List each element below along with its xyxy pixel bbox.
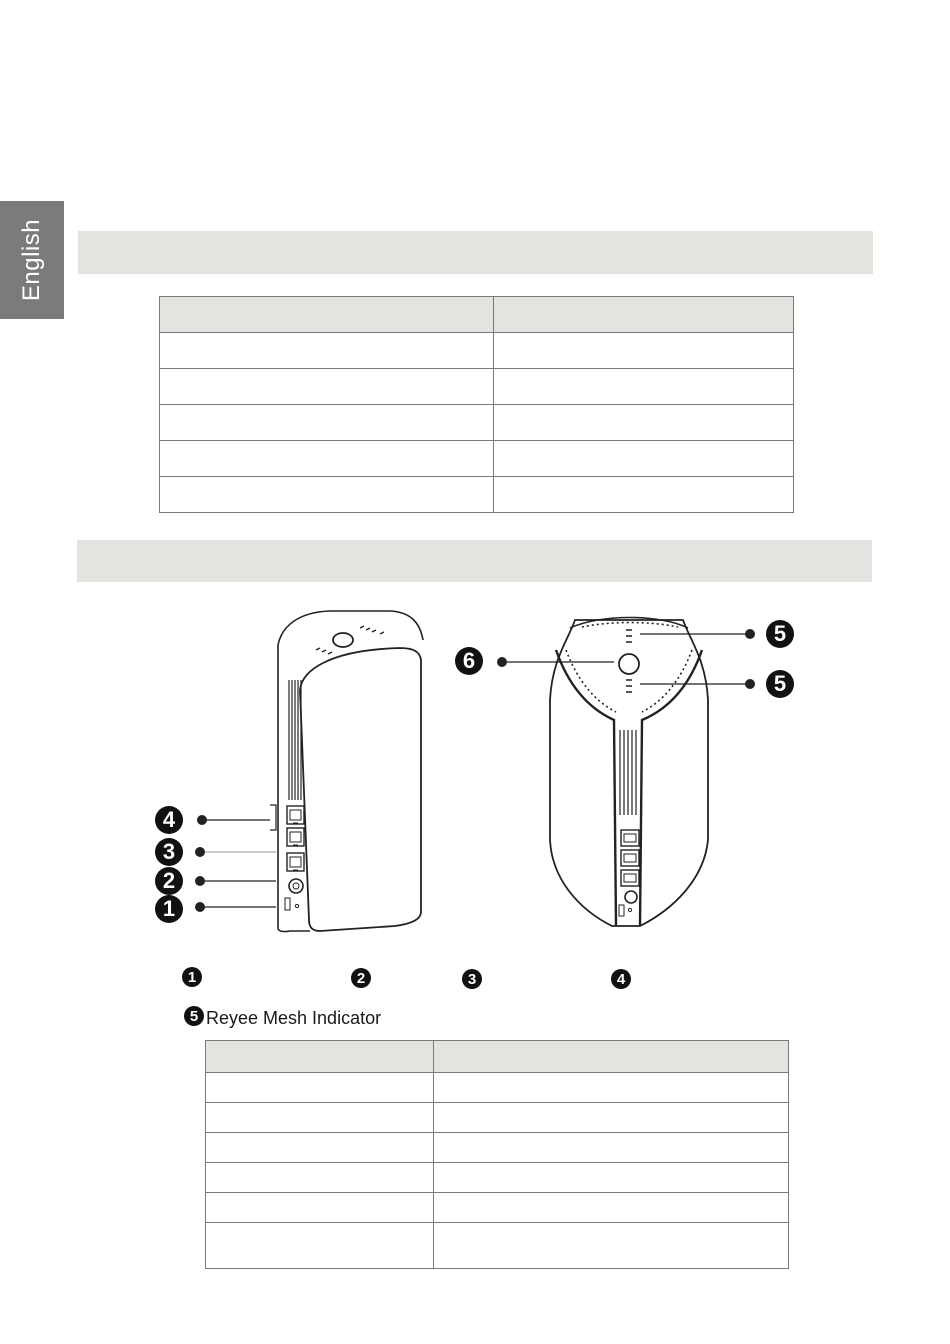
table-cell: [434, 1103, 789, 1133]
table-cell: [434, 1193, 789, 1223]
table-row: [206, 1163, 789, 1193]
table-cell: [160, 333, 494, 369]
table-cell: [206, 1073, 434, 1103]
table-cell: [206, 1193, 434, 1223]
table-cell: [206, 1133, 434, 1163]
table-cell: [160, 441, 494, 477]
table-row: [206, 1133, 789, 1163]
callout-badge-1: 1: [155, 895, 183, 923]
table-row: [160, 333, 794, 369]
table-row: [160, 405, 794, 441]
legend-number-5: 5: [184, 1006, 204, 1026]
callout-badge-3: 3: [155, 838, 183, 866]
table-cell: [160, 405, 494, 441]
specs-header-cell: [494, 297, 794, 333]
table-row: [206, 1073, 789, 1103]
product-overview-section-header: [77, 540, 872, 582]
table-cell: [494, 369, 794, 405]
table-row: [160, 477, 794, 513]
indicator-table-header-row: [206, 1041, 789, 1073]
table-cell: [206, 1103, 434, 1133]
specs-table: [159, 296, 794, 513]
callout-badge-4: 4: [155, 806, 183, 834]
callout-badge-2: 2: [155, 867, 183, 895]
router-side-view: [270, 611, 423, 932]
table-cell: [494, 333, 794, 369]
table-row: [206, 1193, 789, 1223]
table-cell: [434, 1073, 789, 1103]
legend-number-2: 2: [351, 968, 371, 988]
table-cell: [206, 1223, 434, 1269]
table-cell: [434, 1223, 789, 1269]
table-cell: [434, 1133, 789, 1163]
indicator-table: [205, 1040, 789, 1269]
mesh-indicator-label: Reyee Mesh Indicator: [206, 1008, 382, 1028]
indicator-header-cell: [434, 1041, 789, 1073]
table-cell: [494, 405, 794, 441]
callout-badge-5-bottom: 5: [766, 670, 794, 698]
specs-header-cell: [160, 297, 494, 333]
left-callout-dots: [195, 815, 207, 912]
table-cell: [160, 477, 494, 513]
indicator-header-cell: [206, 1041, 434, 1073]
legend-number-3: 3: [462, 969, 482, 989]
language-tab: [0, 201, 64, 319]
table-cell: [160, 369, 494, 405]
table-row: [206, 1103, 789, 1133]
table-row: [206, 1223, 789, 1269]
legend-number-1: 1: [182, 967, 202, 987]
table-row: [160, 369, 794, 405]
table-row: [160, 441, 794, 477]
callout-badge-5-top: 5: [766, 620, 794, 648]
language-tab-label: English: [18, 218, 45, 302]
left-callout-lines: [200, 820, 276, 907]
table-cell: [206, 1163, 434, 1193]
specs-table-header-row: [160, 297, 794, 333]
router-diagram: [0, 590, 950, 950]
legend-number-4: 4: [611, 969, 631, 989]
table-cell: [434, 1163, 789, 1193]
table-cell: [494, 477, 794, 513]
router-rear-view: [550, 618, 708, 927]
callout-badge-6: 6: [455, 647, 483, 675]
specs-section-header: [78, 231, 873, 274]
table-cell: [494, 441, 794, 477]
